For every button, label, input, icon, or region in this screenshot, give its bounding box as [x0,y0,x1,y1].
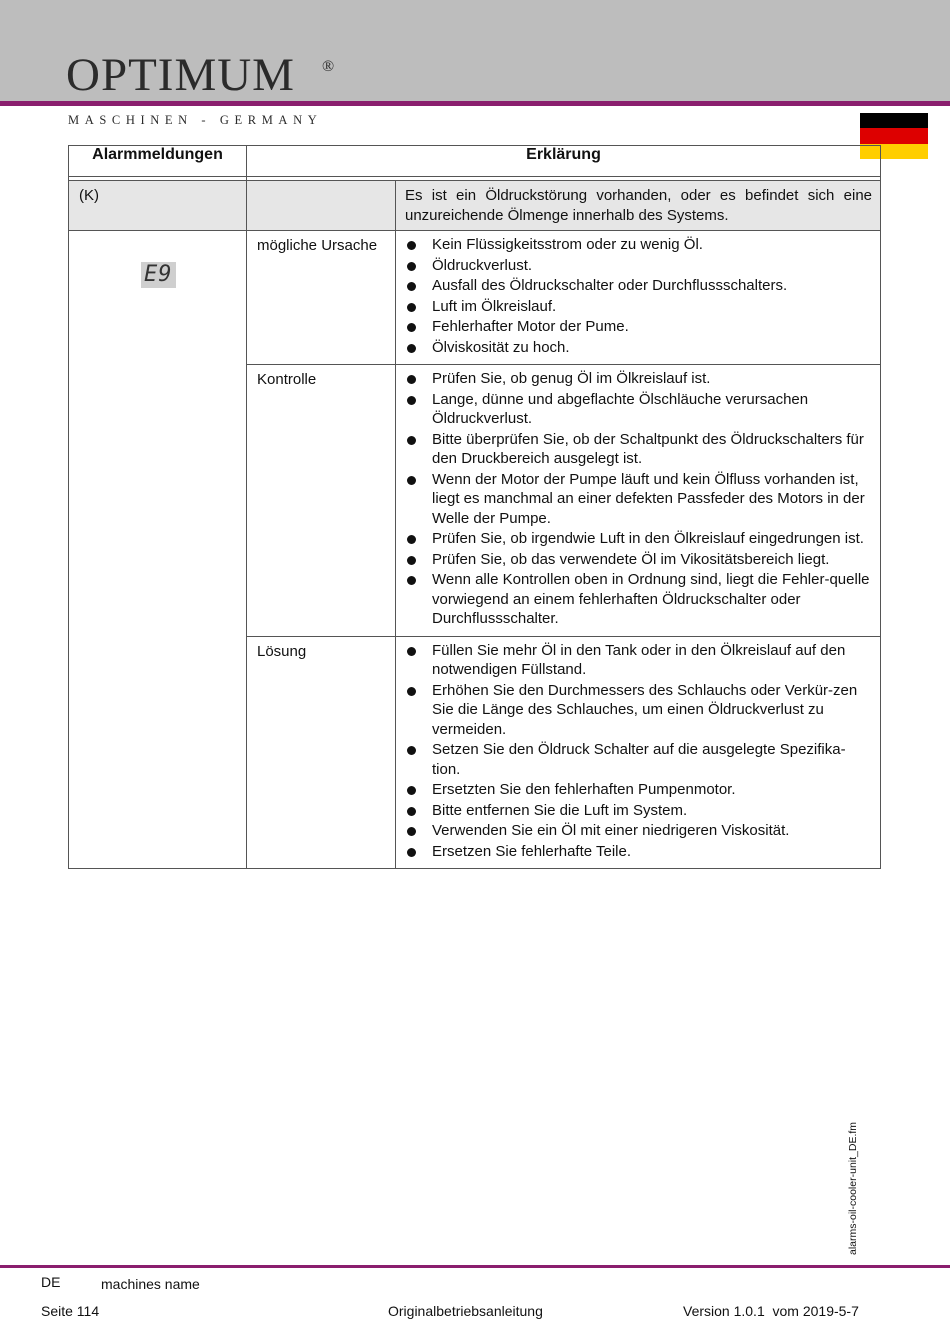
list-item: Ausfall des Öldruckschalter oder Durchflussschalters. [405,276,872,296]
list-item: Erhöhen Sie den Durchmessers des Schlauchs oder Verkür-zen Sie die Länge des Schlauches, um einen Öldruckverlust zu vermeiden. [405,681,872,740]
list-item: Wenn alle Kontrollen oben in Ordnung sind, liegt die Fehler-quelle vorwiegend an einem fehlerhaften Öldruckschalter oder Durchflussschalter. [405,570,872,629]
list-item: Lange, dünne und abgeflachte Ölschläuche verursachen Öldruckverlust. [405,390,872,429]
error-code-display: E9 [141,262,176,288]
footer-page-number: Seite 114 [41,1303,100,1319]
alarm-class-label: (K) [69,181,247,231]
list-item: Verwenden Sie ein Öl mit einer niedrigeren Viskosität. [405,821,872,841]
footer-language: DE [41,1274,61,1290]
list-item: Prüfen Sie, ob das verwendete Öl im Vikositätsbereich liegt. [405,550,872,570]
alarm-description: Es ist ein Öldruckstörung vorhanden, oder es befindet sich eine unzureichende Ölmenge innerhalb des Systems. [396,181,881,231]
check-list [396,365,880,636]
flag-stripe-black [860,113,928,128]
cause-label: mögliche Ursache [247,231,396,365]
alarm-table [68,145,881,869]
list-item: Luft im Ölkreislauf. [405,297,872,317]
list-item: Prüfen Sie, ob irgendwie Luft in den Ölkreislauf eingedrungen ist. [405,529,872,549]
registered-mark: ® [322,58,335,75]
list-item: Ölviskosität zu hoch. [405,338,872,358]
list-item: Wenn der Motor der Pumpe läuft und kein Ölfluss vorhanden ist, liegt es manchmal an einer defekten Passfeder des Motors in der Welle der Pumpe. [405,470,872,529]
list-item: Ersetzen Sie fehlerhafte Teile. [405,842,872,862]
footer-machine-name: machines name [101,1276,200,1292]
list-item: Bitte überprüfen Sie, ob der Schaltpunkt des Öldruckschalters für den Druckbereich ausgelegt ist. [405,430,872,469]
check-label: Kontrolle [247,365,396,637]
cause-list [396,231,880,364]
column-header-alarm: Alarmmeldungen [69,146,247,177]
table-row [69,231,881,365]
list-item: Setzen Sie den Öldruck Schalter auf die ausgelegte Spezifika-tion. [405,740,872,779]
header-divider [0,101,950,106]
solution-list [396,637,880,869]
list-item: Kein Flüssigkeitsstrom oder zu wenig Öl. [405,235,872,255]
list-item: Fehlerhafter Motor der Pume. [405,317,872,337]
list-item: Öldruckverlust. [405,256,872,276]
footer-divider [0,1265,950,1268]
brand-tagline: MASCHINEN - GERMANY [68,113,323,127]
column-header-explanation: Erklärung [247,146,881,177]
footer-version: Version 1.0.1 vom 2019-5-7 [683,1303,859,1319]
source-file-name: alarms-oil-cooler-unit_DE.fm [847,1121,859,1255]
solution-label: Lösung [247,636,396,869]
list-item: Füllen Sie mehr Öl in den Tank oder in den Ölkreislauf auf den notwendigen Füllstand. [405,641,872,680]
list-item: Ersetzten Sie den fehlerhaften Pumpenmotor. [405,780,872,800]
list-item: Bitte entfernen Sie die Luft im System. [405,801,872,821]
brand-logo: OPTIMUM [66,49,295,101]
flag-stripe-red [860,128,928,143]
footer-document-title: Originalbetriebsanleitung [388,1303,543,1319]
table-row [69,181,881,231]
list-item: Prüfen Sie, ob genug Öl im Ölkreislauf ist. [405,369,872,389]
